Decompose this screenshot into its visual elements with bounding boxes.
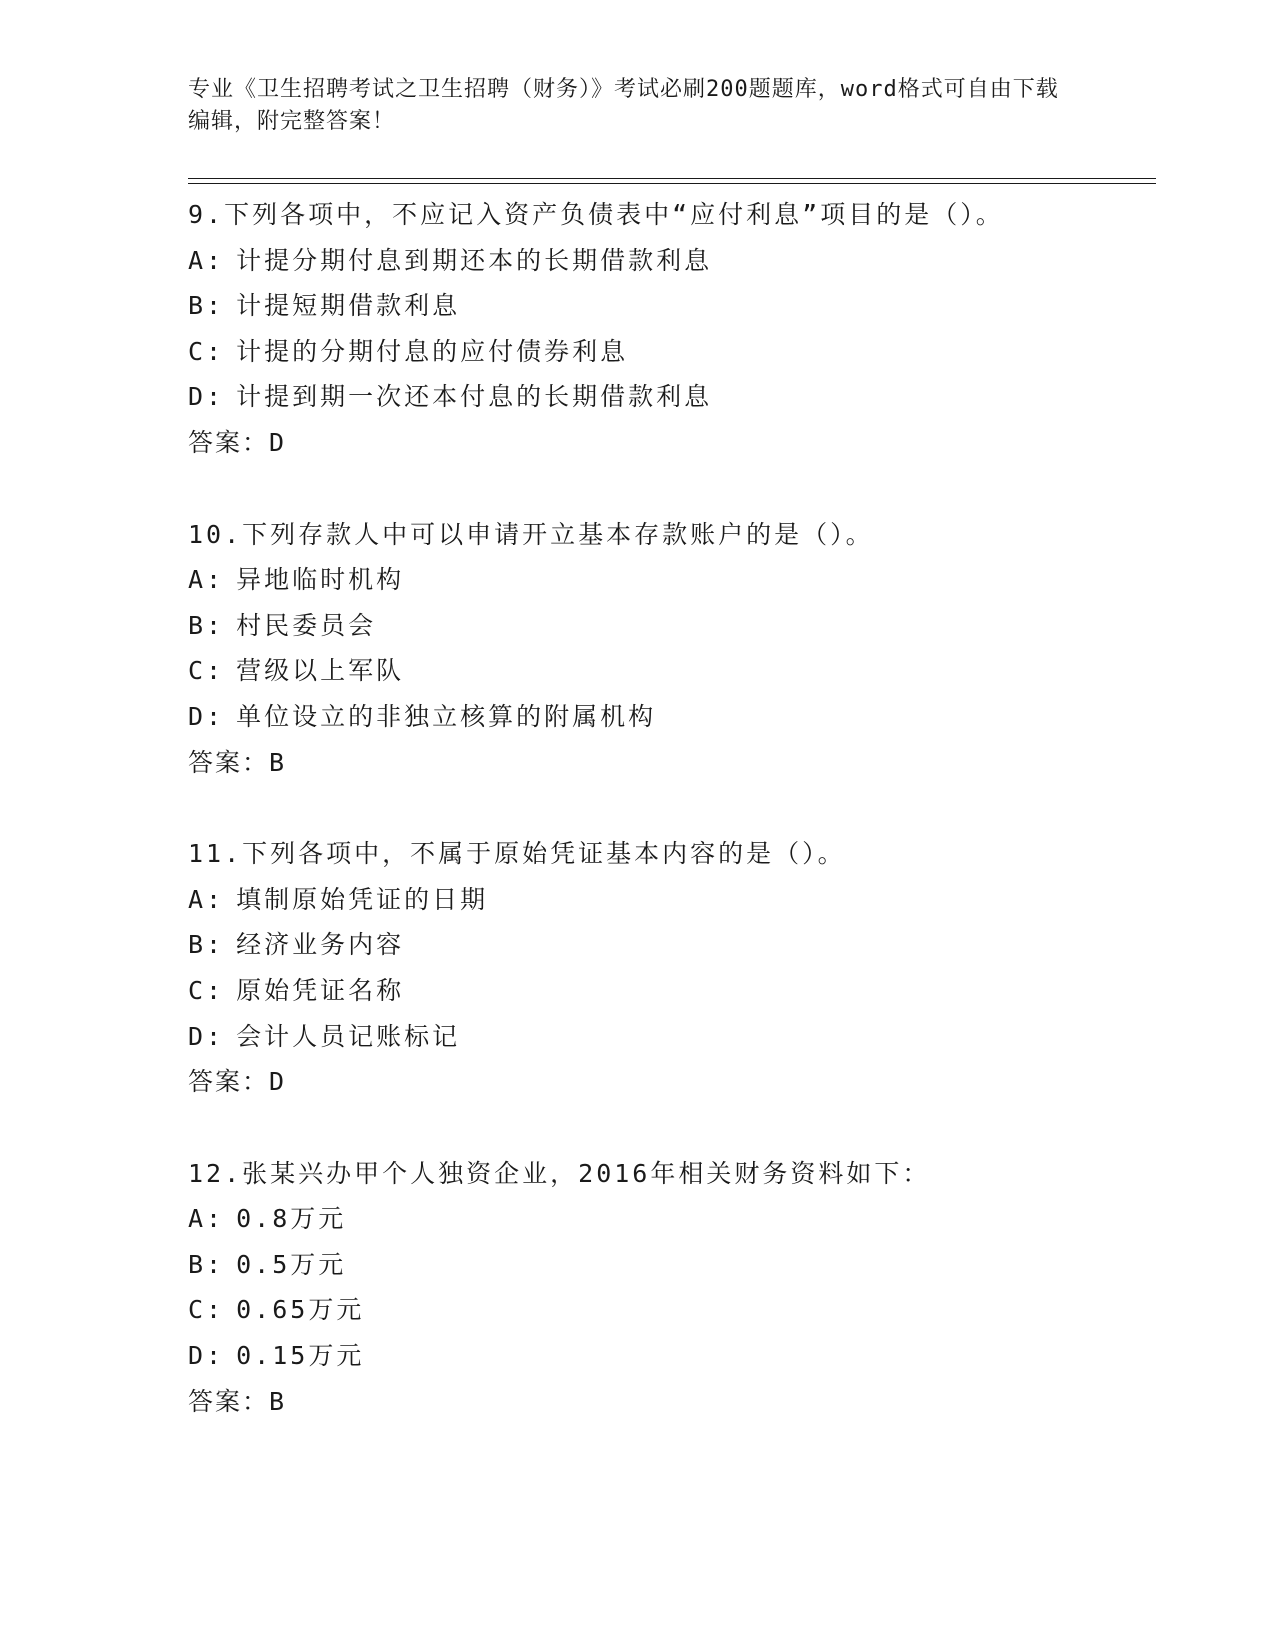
option-text: 原始凭证名称 bbox=[236, 975, 405, 1005]
option-a bbox=[188, 877, 1156, 923]
option-text: 经济业务内容 bbox=[236, 930, 405, 960]
option-letter: A: bbox=[188, 884, 225, 914]
option-a bbox=[188, 557, 1156, 603]
option-text: 单位设立的非独立核算的附属机构 bbox=[236, 701, 657, 731]
option-text: 计提短期借款利息 bbox=[236, 291, 461, 321]
option-a bbox=[188, 1196, 1156, 1242]
question-stem: 12.张某兴办甲个人独资企业，2016年相关财务资料如下： bbox=[188, 1158, 931, 1188]
option-text: 计提分期付息到期还本的长期借款利息 bbox=[236, 245, 713, 275]
answer-line bbox=[188, 740, 1156, 786]
document-intro: 专业《卫生招聘考试之卫生招聘（财务）》考试必刷200题题库，word格式可自由下载编辑，附完整答案！ bbox=[188, 77, 1059, 134]
option-c bbox=[188, 968, 1156, 1014]
question-stem: 9.下列各项中，不应记入资产负债表中“应付利息”项目的是（）。 bbox=[188, 200, 1004, 229]
option-text: 异地临时机构 bbox=[236, 565, 405, 595]
answer-label: 答案： bbox=[188, 747, 270, 777]
option-c bbox=[188, 1287, 1156, 1333]
option-letter: B: bbox=[188, 610, 225, 640]
answer-label: 答案： bbox=[188, 427, 270, 457]
answer-line bbox=[188, 1379, 1156, 1425]
answer-line bbox=[188, 420, 1156, 466]
option-letter: A: bbox=[188, 1204, 225, 1234]
answer-value: D bbox=[269, 1067, 287, 1097]
option-letter: C: bbox=[188, 975, 225, 1005]
option-d bbox=[188, 374, 1156, 420]
option-d bbox=[188, 1014, 1156, 1060]
option-letter: C: bbox=[188, 336, 225, 366]
answer-label: 答案： bbox=[188, 1386, 270, 1416]
option-letter: D: bbox=[188, 382, 225, 412]
option-a bbox=[188, 238, 1156, 284]
option-text: 营级以上军队 bbox=[236, 656, 405, 686]
answer-value: B bbox=[269, 747, 287, 777]
option-letter: D: bbox=[188, 1341, 225, 1371]
option-text: 0.5万元 bbox=[236, 1249, 347, 1279]
option-letter: A: bbox=[188, 565, 225, 595]
option-b bbox=[188, 283, 1156, 329]
option-letter: D: bbox=[188, 701, 225, 731]
header-divider-bottom bbox=[188, 183, 1156, 184]
option-text: 填制原始凭证的日期 bbox=[236, 884, 489, 914]
answer-label: 答案： bbox=[188, 1067, 270, 1097]
option-d bbox=[188, 694, 1156, 740]
option-text: 会计人员记账标记 bbox=[236, 1021, 461, 1051]
question-9 bbox=[188, 192, 1156, 466]
answer-value: D bbox=[269, 427, 287, 457]
option-text: 计提的分期付息的应付债券利息 bbox=[236, 336, 629, 366]
option-c bbox=[188, 648, 1156, 694]
question-10 bbox=[188, 512, 1156, 786]
option-c bbox=[188, 329, 1156, 375]
option-b bbox=[188, 1242, 1156, 1288]
option-text: 计提到期一次还本付息的长期借款利息 bbox=[236, 382, 713, 412]
question-12 bbox=[188, 1151, 1156, 1425]
option-text: 0.8万元 bbox=[236, 1204, 347, 1234]
question-stem: 10.下列存款人中可以申请开立基本存款账户的是（）。 bbox=[188, 519, 874, 549]
option-b bbox=[188, 603, 1156, 649]
answer-line bbox=[188, 1059, 1156, 1105]
option-letter: B: bbox=[188, 291, 225, 321]
option-text: 村民委员会 bbox=[236, 610, 377, 640]
header-divider-top bbox=[188, 178, 1156, 179]
question-stem: 11.下列各项中，不属于原始凭证基本内容的是（）。 bbox=[188, 839, 846, 869]
option-d bbox=[188, 1333, 1156, 1379]
option-letter: B: bbox=[188, 930, 225, 960]
option-letter: D: bbox=[188, 1021, 225, 1051]
option-letter: C: bbox=[188, 1295, 225, 1325]
option-text: 0.15万元 bbox=[236, 1341, 365, 1371]
question-11 bbox=[188, 831, 1156, 1105]
question-list bbox=[188, 192, 1156, 1424]
answer-value: B bbox=[269, 1386, 287, 1416]
option-b bbox=[188, 922, 1156, 968]
option-letter: B: bbox=[188, 1249, 225, 1279]
option-text: 0.65万元 bbox=[236, 1295, 365, 1325]
option-letter: A: bbox=[188, 245, 225, 275]
option-letter: C: bbox=[188, 656, 225, 686]
